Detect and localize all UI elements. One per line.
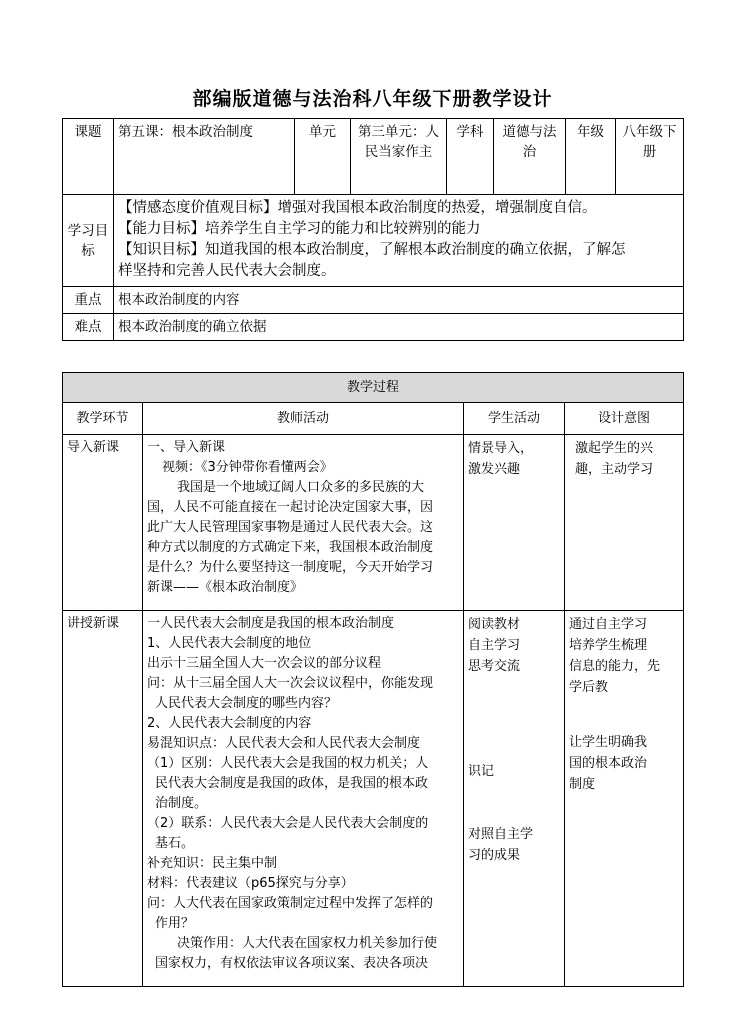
intent-line: 趣，主动学习 bbox=[575, 462, 654, 477]
teacher-line: 材料：代表建议（p65探究与分享） bbox=[147, 876, 354, 891]
subject-value: 道德与法治 bbox=[494, 119, 566, 195]
student-line: 对照自主学 bbox=[468, 827, 534, 842]
lecture-teacher bbox=[143, 611, 464, 987]
grade-value: 八年级下册 bbox=[616, 119, 684, 195]
teacher-line: 出示十三届全国人大一次会议的部分议程 bbox=[147, 656, 382, 671]
goals-content bbox=[114, 195, 684, 287]
teacher-line: 基石。 bbox=[155, 836, 195, 851]
student-line: 激发兴趣 bbox=[468, 462, 521, 477]
teacher-line: （2）联系：人民代表大会是人民代表大会制度的 bbox=[147, 816, 429, 831]
student-line: 阅读教材 bbox=[468, 617, 521, 632]
key-point-label: 重点 bbox=[63, 287, 114, 314]
teacher-line: 我国是一个地域辽阔人口众多的多民族的大 bbox=[177, 480, 425, 495]
subject-label: 学科 bbox=[447, 119, 494, 195]
teacher-line: 一人民代表大会制度是我国的根本政治制度 bbox=[147, 616, 395, 631]
col-student: 学生活动 bbox=[464, 403, 565, 435]
intent-line: 制度 bbox=[569, 777, 596, 792]
teacher-line: 人民代表大会制度的哪些内容？ bbox=[155, 696, 338, 711]
teacher-line: 易混知识点：人民代表大会和人民代表大会制度 bbox=[147, 736, 421, 751]
difficulty-value: 根本政治制度的确立依据 bbox=[114, 314, 684, 341]
difficulty-label: 难点 bbox=[63, 314, 114, 341]
student-line: 情景导入， bbox=[468, 441, 534, 456]
col-intent: 设计意图 bbox=[565, 403, 684, 435]
teacher-line: 问：人大代表在国家政策制定过程中发挥了怎样的 bbox=[147, 896, 434, 911]
course-label: 课题 bbox=[63, 119, 114, 195]
teacher-line: 决策作用：人大代表在国家权力机关参加行使 bbox=[177, 936, 438, 951]
course-value: 第五课：根本政治制度 bbox=[114, 119, 295, 195]
col-teacher: 教师活动 bbox=[143, 403, 464, 435]
teacher-line: 问：从十三届全国人大一次会议议程中，你能发现 bbox=[147, 676, 434, 691]
intro-stage: 导入新课 bbox=[63, 435, 143, 611]
teacher-line: 新课——《根本政治制度》 bbox=[147, 580, 304, 595]
teacher-line: 是什么？为什么要坚持这一制度呢，今天开始学习 bbox=[147, 560, 434, 575]
goal-knowledge-cont: 样坚持和完善人民代表大会制度。 bbox=[118, 263, 336, 279]
unit-value: 第三单元：人民当家作主 bbox=[351, 119, 447, 195]
intent-line: 信息的能力，先 bbox=[569, 659, 661, 674]
lecture-intent bbox=[565, 611, 684, 987]
teacher-line: 此广大人民管理国家事物是通过人民代表大会。这 bbox=[147, 520, 434, 535]
grade-label: 年级 bbox=[566, 119, 616, 195]
student-line: 习的成果 bbox=[468, 848, 521, 863]
teacher-line: 补充知识：民主集中制 bbox=[147, 856, 278, 871]
teacher-line: 作用？ bbox=[155, 916, 195, 931]
unit-label: 单元 bbox=[295, 119, 351, 195]
teacher-line: 一、导入新课 bbox=[147, 440, 226, 455]
teacher-line: 民代表大会制度是我国的政体，是我国的根本政 bbox=[155, 776, 429, 791]
intent-line: 国的根本政治 bbox=[569, 756, 648, 771]
goal-ability: 【能力目标】培养学生自主学习的能力和比较辨别的能力 bbox=[118, 221, 481, 237]
student-line: 自主学习 bbox=[468, 638, 521, 653]
intent-line: 培养学生梳理 bbox=[569, 638, 648, 653]
lecture-student bbox=[464, 611, 565, 987]
page-title: 部编版道德与法治科八年级下册教学设计 bbox=[192, 88, 553, 110]
goal-affective: 【情感态度价值观目标】增强对我国根本政治制度的热爱，增强制度自信。 bbox=[118, 200, 597, 216]
lesson-info-table bbox=[62, 118, 684, 341]
teacher-line: （1）区别：人民代表大会是我国的权力机关；人 bbox=[147, 756, 429, 771]
student-line: 识记 bbox=[468, 764, 495, 779]
intro-teacher bbox=[143, 435, 464, 611]
intro-student bbox=[464, 435, 565, 611]
teacher-line: 国，人民不可能直接在一起讨论决定国家大事，因 bbox=[147, 500, 434, 515]
intent-line: 让学生明确我 bbox=[569, 735, 648, 750]
teacher-line: 种方式以制度的方式确定下来，我国根本政治制度 bbox=[147, 540, 434, 555]
teacher-line: 国家权力，有权依法审议各项议案、表决各项决 bbox=[155, 956, 429, 971]
student-line: 思考交流 bbox=[468, 659, 521, 674]
intent-line: 激起学生的兴 bbox=[575, 441, 654, 456]
teacher-line: 治制度。 bbox=[155, 796, 208, 811]
process-header: 教学过程 bbox=[63, 373, 684, 403]
col-stage: 教学环节 bbox=[63, 403, 143, 435]
intent-line: 学后教 bbox=[569, 680, 609, 695]
intent-line: 通过自主学习 bbox=[569, 617, 648, 632]
teacher-line: 1、人民代表大会制度的地位 bbox=[147, 636, 312, 651]
goals-label: 学习目标 bbox=[63, 195, 114, 287]
teacher-line: 视频：《3分钟带你看懂两会》 bbox=[162, 460, 333, 475]
key-point-value: 根本政治制度的内容 bbox=[114, 287, 684, 314]
intro-intent bbox=[565, 435, 684, 611]
goal-knowledge: 【知识目标】知道我国的根本政治制度，了解根本政治制度的确立依据，了解怎 bbox=[118, 242, 626, 258]
teaching-process-table bbox=[62, 372, 684, 987]
teacher-line: 2、人民代表大会制度的内容 bbox=[147, 716, 312, 731]
lecture-stage: 讲授新课 bbox=[63, 611, 143, 987]
